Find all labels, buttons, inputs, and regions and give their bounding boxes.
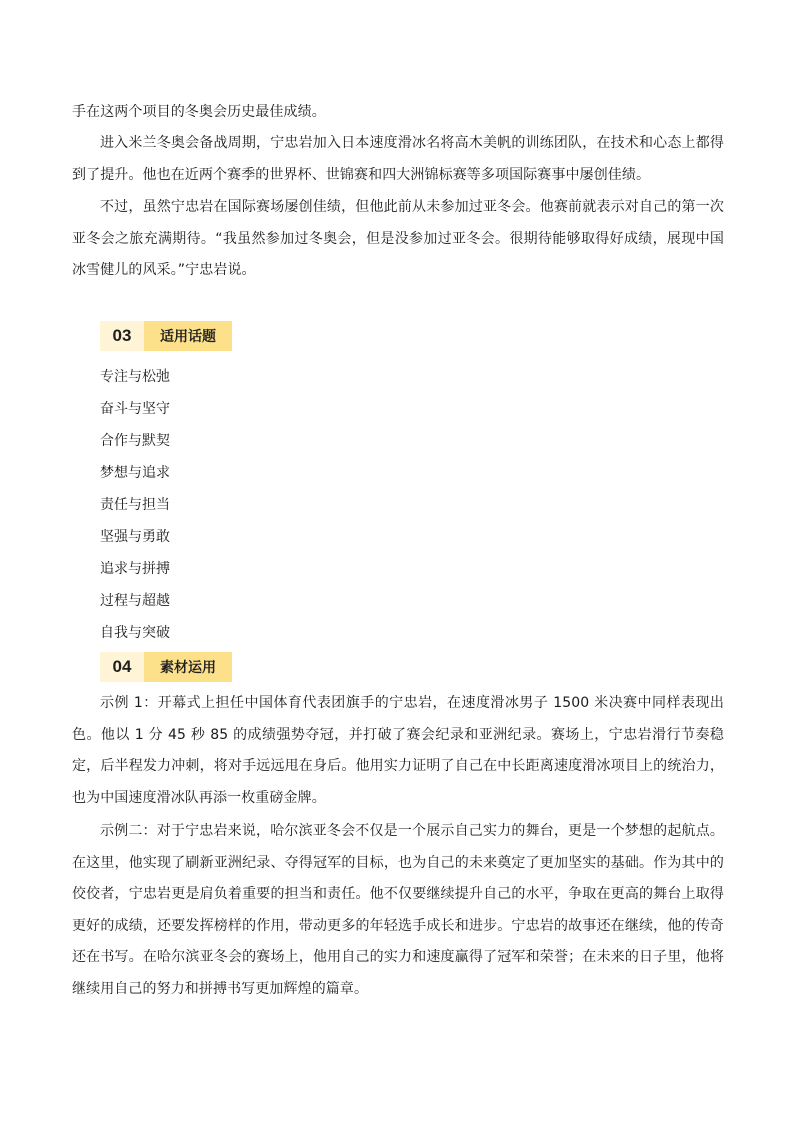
paragraph-continuation: 手在这两个项目的冬奥会历史最佳成绩。: [72, 104, 326, 120]
topic-item: 坚强与勇敢: [100, 529, 170, 545]
example-paragraph-1: 示例 1：开幕式上担任中国体育代表团旗手的宁忠岩，在速度滑冰男子 1500 米决赛中同样表现出色。他以 1 分 45 秒 85 的成绩强势夺冠，并打破了赛会纪录和亚洲纪录。赛场上，宁忠岩滑行节奏稳定，后半程发力冲刺，将对手远远甩在身后。他用实力证明了自己在中长距离速度滑冰项目上的统治力，也为中国速度滑冰队再添一枚重磅金牌。: [72, 695, 724, 806]
topic-item: 梦想与追求: [100, 465, 170, 481]
section-title: 素材运用: [144, 652, 232, 682]
topic-item: 专注与松弛: [100, 369, 170, 385]
section-title: 适用话题: [144, 321, 232, 351]
section-number: 04: [100, 652, 144, 682]
section-header-topics: [100, 321, 232, 351]
topic-item: 过程与超越: [100, 593, 170, 609]
topic-item: 奋斗与坚守: [100, 401, 170, 417]
topic-item: 追求与拼搏: [100, 561, 170, 577]
example-paragraph-2: 示例二：对于宁忠岩来说，哈尔滨亚冬会不仅是一个展示自己实力的舞台，更是一个梦想的起航点。在这里，他实现了刷新亚洲纪录、夺得冠军的目标，也为自己的未来奠定了更加坚实的基础。作为其中的佼佼者，宁忠岩更是肩负着重要的担当和责任。他不仅要继续提升自己的水平，争取在更高的舞台上取得更好的成绩，还要发挥榜样的作用，带动更多的年轻选手成长和进步。宁忠岩的故事还在继续，他的传奇还在书写。在哈尔滨亚冬会的赛场上，他用自己的实力和速度赢得了冠军和荣誉；在未来的日子里，他将继续用自己的努力和拼搏书写更加辉煌的篇章。: [72, 823, 724, 997]
section-number: 03: [100, 321, 144, 351]
topic-item: 自我与突破: [100, 625, 170, 641]
topic-item: 合作与默契: [100, 433, 170, 449]
topic-list: [100, 361, 170, 649]
section-header-material-use: [100, 652, 232, 682]
topic-item: 责任与担当: [100, 497, 170, 513]
paragraph-milan-prep: 进入米兰冬奥会备战周期，宁忠岩加入日本速度滑冰名将高木美帆的训练团队，在技术和心态上都得到了提升。他也在近两个赛季的世界杯、世锦赛和四大洲锦标赛等多项国际赛事中屡创佳绩。: [72, 135, 724, 183]
paragraph-asian-games-quote: 不过，虽然宁忠岩在国际赛场屡创佳绩，但他此前从未参加过亚冬会。他赛前就表示对自己的第一次亚冬会之旅充满期待。“我虽然参加过冬奥会，但是没参加过亚冬会。很期待能够取得好成绩，展现中国冰雪健儿的风采。”宁忠岩说。: [72, 199, 724, 278]
